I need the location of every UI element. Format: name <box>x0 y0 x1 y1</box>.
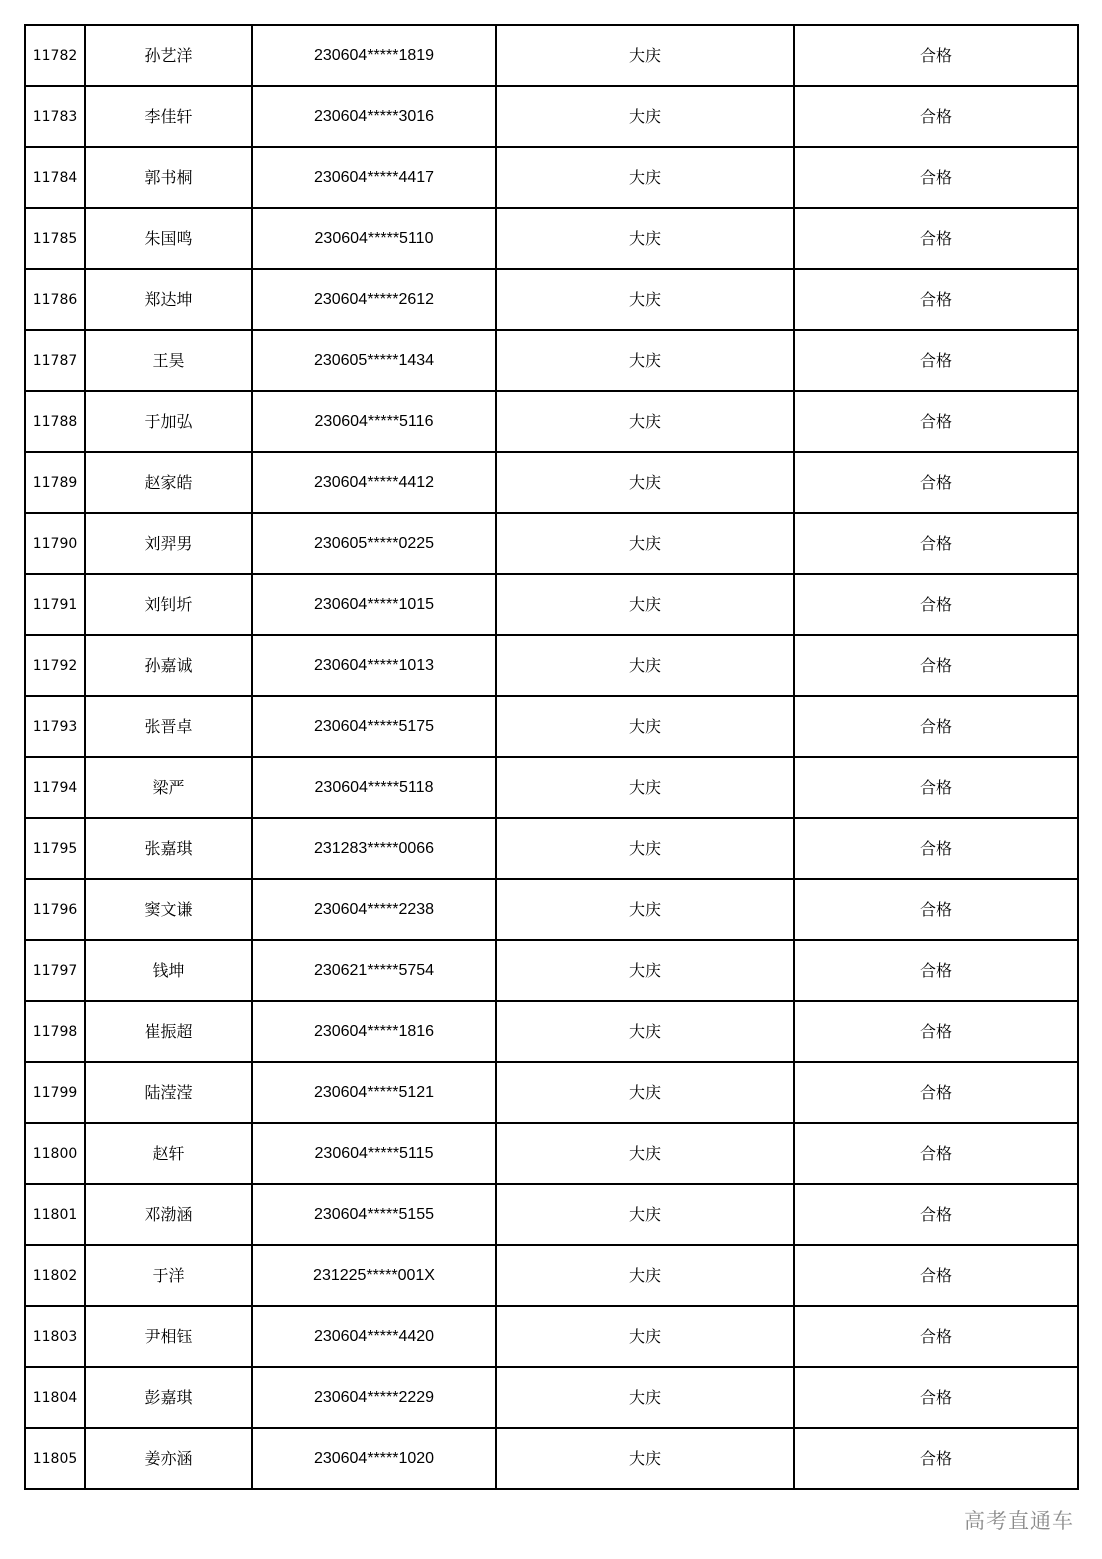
result-cell: 合格 <box>794 25 1078 86</box>
result-cell: 合格 <box>794 696 1078 757</box>
result-cell: 合格 <box>794 1062 1078 1123</box>
table-row <box>25 696 1078 757</box>
result-cell: 合格 <box>794 1306 1078 1367</box>
id-number-cell: 230604*****5115 <box>252 1123 496 1184</box>
name-cell: 孙嘉诚 <box>85 635 252 696</box>
region-cell: 大庆 <box>496 208 794 269</box>
table-row <box>25 574 1078 635</box>
region-cell: 大庆 <box>496 452 794 513</box>
id-number-cell: 230604*****2238 <box>252 879 496 940</box>
result-cell: 合格 <box>794 147 1078 208</box>
region-cell: 大庆 <box>496 696 794 757</box>
id-number-cell: 230604*****1020 <box>252 1428 496 1489</box>
result-cell: 合格 <box>794 1367 1078 1428</box>
id-number-cell: 230605*****1434 <box>252 330 496 391</box>
id-number-cell: 230604*****5110 <box>252 208 496 269</box>
region-cell: 大庆 <box>496 818 794 879</box>
table-row <box>25 330 1078 391</box>
result-cell: 合格 <box>794 1245 1078 1306</box>
name-cell: 于加弘 <box>85 391 252 452</box>
name-cell: 赵轩 <box>85 1123 252 1184</box>
name-cell: 朱国鸣 <box>85 208 252 269</box>
id-number-cell: 230604*****2612 <box>252 269 496 330</box>
results-table-body <box>25 25 1078 1489</box>
name-cell: 郑达坤 <box>85 269 252 330</box>
name-cell: 郭书桐 <box>85 147 252 208</box>
table-row <box>25 1245 1078 1306</box>
serial-number-cell: 11802 <box>25 1245 85 1306</box>
name-cell: 窦文谦 <box>85 879 252 940</box>
result-cell: 合格 <box>794 330 1078 391</box>
serial-number-cell: 11796 <box>25 879 85 940</box>
id-number-cell: 230604*****3016 <box>252 86 496 147</box>
result-cell: 合格 <box>794 940 1078 1001</box>
table-row <box>25 1367 1078 1428</box>
result-cell: 合格 <box>794 757 1078 818</box>
region-cell: 大庆 <box>496 879 794 940</box>
region-cell: 大庆 <box>496 513 794 574</box>
table-row <box>25 86 1078 147</box>
serial-number-cell: 11783 <box>25 86 85 147</box>
id-number-cell: 230604*****5116 <box>252 391 496 452</box>
serial-number-cell: 11793 <box>25 696 85 757</box>
serial-number-cell: 11805 <box>25 1428 85 1489</box>
serial-number-cell: 11788 <box>25 391 85 452</box>
region-cell: 大庆 <box>496 391 794 452</box>
table-row <box>25 1428 1078 1489</box>
name-cell: 李佳轩 <box>85 86 252 147</box>
serial-number-cell: 11787 <box>25 330 85 391</box>
result-cell: 合格 <box>794 574 1078 635</box>
table-row <box>25 1123 1078 1184</box>
name-cell: 刘羿男 <box>85 513 252 574</box>
region-cell: 大庆 <box>496 635 794 696</box>
id-number-cell: 230605*****0225 <box>252 513 496 574</box>
serial-number-cell: 11800 <box>25 1123 85 1184</box>
table-row <box>25 208 1078 269</box>
results-table <box>24 24 1079 1490</box>
table-row <box>25 940 1078 1001</box>
name-cell: 姜亦涵 <box>85 1428 252 1489</box>
name-cell: 钱坤 <box>85 940 252 1001</box>
serial-number-cell: 11803 <box>25 1306 85 1367</box>
region-cell: 大庆 <box>496 1367 794 1428</box>
serial-number-cell: 11782 <box>25 25 85 86</box>
id-number-cell: 230604*****1816 <box>252 1001 496 1062</box>
name-cell: 张晋卓 <box>85 696 252 757</box>
table-row <box>25 25 1078 86</box>
result-cell: 合格 <box>794 879 1078 940</box>
serial-number-cell: 11804 <box>25 1367 85 1428</box>
name-cell: 于洋 <box>85 1245 252 1306</box>
id-number-cell: 230604*****1013 <box>252 635 496 696</box>
id-number-cell: 230604*****2229 <box>252 1367 496 1428</box>
id-number-cell: 230621*****5754 <box>252 940 496 1001</box>
name-cell: 陆滢滢 <box>85 1062 252 1123</box>
id-number-cell: 230604*****4412 <box>252 452 496 513</box>
table-row <box>25 1001 1078 1062</box>
name-cell: 刘钊圻 <box>85 574 252 635</box>
serial-number-cell: 11784 <box>25 147 85 208</box>
result-cell: 合格 <box>794 1184 1078 1245</box>
name-cell: 张嘉琪 <box>85 818 252 879</box>
name-cell: 尹相钰 <box>85 1306 252 1367</box>
result-cell: 合格 <box>794 1001 1078 1062</box>
serial-number-cell: 11797 <box>25 940 85 1001</box>
result-cell: 合格 <box>794 269 1078 330</box>
region-cell: 大庆 <box>496 1428 794 1489</box>
id-number-cell: 230604*****5118 <box>252 757 496 818</box>
serial-number-cell: 11786 <box>25 269 85 330</box>
table-row <box>25 1062 1078 1123</box>
region-cell: 大庆 <box>496 1001 794 1062</box>
region-cell: 大庆 <box>496 86 794 147</box>
region-cell: 大庆 <box>496 1245 794 1306</box>
serial-number-cell: 11790 <box>25 513 85 574</box>
table-row <box>25 635 1078 696</box>
region-cell: 大庆 <box>496 1123 794 1184</box>
id-number-cell: 230604*****5175 <box>252 696 496 757</box>
id-number-cell: 231283*****0066 <box>252 818 496 879</box>
serial-number-cell: 11791 <box>25 574 85 635</box>
result-cell: 合格 <box>794 86 1078 147</box>
name-cell: 王昊 <box>85 330 252 391</box>
name-cell: 彭嘉琪 <box>85 1367 252 1428</box>
id-number-cell: 230604*****5121 <box>252 1062 496 1123</box>
id-number-cell: 230604*****4417 <box>252 147 496 208</box>
document-sheet <box>24 24 1077 1490</box>
table-row <box>25 1184 1078 1245</box>
region-cell: 大庆 <box>496 757 794 818</box>
region-cell: 大庆 <box>496 940 794 1001</box>
region-cell: 大庆 <box>496 1184 794 1245</box>
serial-number-cell: 11795 <box>25 818 85 879</box>
result-cell: 合格 <box>794 452 1078 513</box>
serial-number-cell: 11798 <box>25 1001 85 1062</box>
result-cell: 合格 <box>794 513 1078 574</box>
region-cell: 大庆 <box>496 269 794 330</box>
region-cell: 大庆 <box>496 25 794 86</box>
result-cell: 合格 <box>794 818 1078 879</box>
table-row <box>25 1306 1078 1367</box>
result-cell: 合格 <box>794 208 1078 269</box>
id-number-cell: 230604*****1015 <box>252 574 496 635</box>
name-cell: 孙艺洋 <box>85 25 252 86</box>
serial-number-cell: 11794 <box>25 757 85 818</box>
result-cell: 合格 <box>794 1428 1078 1489</box>
table-row <box>25 269 1078 330</box>
region-cell: 大庆 <box>496 147 794 208</box>
name-cell: 邓渤涵 <box>85 1184 252 1245</box>
table-row <box>25 757 1078 818</box>
serial-number-cell: 11792 <box>25 635 85 696</box>
result-cell: 合格 <box>794 1123 1078 1184</box>
watermark-text: 高考直通车 <box>964 1509 1074 1533</box>
name-cell: 梁严 <box>85 757 252 818</box>
id-number-cell: 231225*****001X <box>252 1245 496 1306</box>
result-cell: 合格 <box>794 391 1078 452</box>
table-row <box>25 513 1078 574</box>
id-number-cell: 230604*****4420 <box>252 1306 496 1367</box>
id-number-cell: 230604*****5155 <box>252 1184 496 1245</box>
table-row <box>25 879 1078 940</box>
table-row <box>25 391 1078 452</box>
region-cell: 大庆 <box>496 1062 794 1123</box>
table-row <box>25 452 1078 513</box>
region-cell: 大庆 <box>496 1306 794 1367</box>
result-cell: 合格 <box>794 635 1078 696</box>
serial-number-cell: 11801 <box>25 1184 85 1245</box>
serial-number-cell: 11789 <box>25 452 85 513</box>
serial-number-cell: 11799 <box>25 1062 85 1123</box>
table-row <box>25 818 1078 879</box>
region-cell: 大庆 <box>496 330 794 391</box>
name-cell: 赵家皓 <box>85 452 252 513</box>
region-cell: 大庆 <box>496 574 794 635</box>
name-cell: 崔振超 <box>85 1001 252 1062</box>
serial-number-cell: 11785 <box>25 208 85 269</box>
table-row <box>25 147 1078 208</box>
id-number-cell: 230604*****1819 <box>252 25 496 86</box>
